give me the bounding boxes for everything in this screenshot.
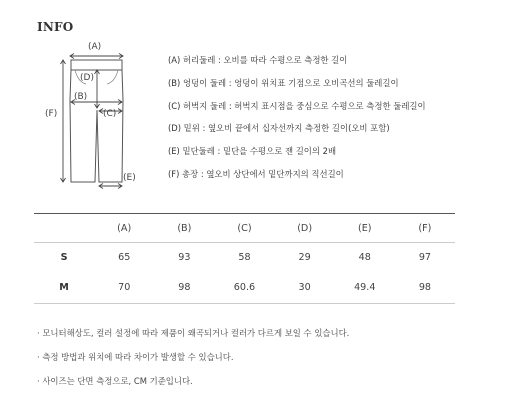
- legend-item-e: (E) 밑단둘레 : 밑단을 수평으로 잰 길이의 2배: [168, 146, 337, 157]
- table-cell: 48: [358, 251, 371, 263]
- table-cell: 70: [118, 281, 131, 293]
- table-header-cell: [34, 214, 94, 242]
- legend-item-a: (A) 허리둘레 : 오비를 따라 수평으로 측정한 길이: [168, 55, 348, 65]
- note-item: · 모니터해상도, 컬러 설정에 따라 제품이 왜곡되거나 컬러가 다르게 보일 수 있습니다.: [37, 328, 350, 338]
- measurement-legend: [168, 53, 426, 190]
- diagram-label-d: (D): [80, 73, 94, 83]
- legend-item-f: (F) 총장 : 옆오비 상단에서 밑단까지의 직선길이: [168, 168, 344, 179]
- note-item: · 측정 방법과 위치에 따라 차이가 발생할 수 있습니다.: [37, 352, 234, 362]
- legend-item-c: (C) 허벅지 둘레 : 허벅지 표시점을 중심으로 수평으로 측정한 둘레길이: [168, 100, 426, 111]
- diagram-label-b: (B): [74, 92, 88, 102]
- pants-measurement-diagram: [0, 0, 170, 200]
- legend-item-d: (D) 밑위 : 옆오비 끝에서 십자선까지 측정한 길이(오비 포함): [168, 123, 390, 134]
- size-label: M: [59, 281, 69, 293]
- note-item: · 사이즈는 단면 측정으로, CM 기준입니다.: [37, 376, 193, 386]
- size-label: S: [60, 251, 68, 263]
- diagram-label-f: (F): [45, 109, 58, 119]
- table-header-row: [34, 214, 455, 242]
- table-header-cell: (E): [357, 222, 372, 234]
- table-cell: 49.4: [354, 281, 376, 293]
- diagram-label-a: (A): [88, 42, 102, 52]
- table-row: [34, 272, 455, 302]
- table-cell: 60.6: [233, 281, 256, 293]
- table-cell: 93: [178, 251, 191, 263]
- legend-item-b: (B) 엉덩이 둘레 : 엉덩이 위치표 기점으로 오비곡선의 둘레길이: [168, 77, 399, 88]
- size-table: [34, 214, 455, 302]
- info-title: INFO: [37, 20, 74, 34]
- table-header-cell: (C): [237, 222, 252, 234]
- table-bottom-divider: [34, 303, 455, 304]
- table-header-cell: (B): [177, 222, 192, 234]
- table-row: [34, 242, 455, 272]
- diagram-label-e: (E): [123, 173, 136, 183]
- table-cell: 97: [418, 251, 432, 263]
- table-header-cell: (D): [297, 222, 313, 234]
- table-cell: 98: [418, 281, 432, 293]
- table-header-cell: (F): [418, 222, 432, 234]
- notes-list: [37, 327, 349, 399]
- table-cell: 65: [118, 251, 131, 263]
- table-cell: 29: [298, 251, 311, 263]
- table-header-cell: (A): [117, 222, 132, 234]
- diagram-label-c: (C): [103, 109, 117, 119]
- table-cell: 30: [298, 281, 311, 293]
- table-cell: 58: [238, 251, 251, 263]
- table-cell: 98: [178, 281, 191, 293]
